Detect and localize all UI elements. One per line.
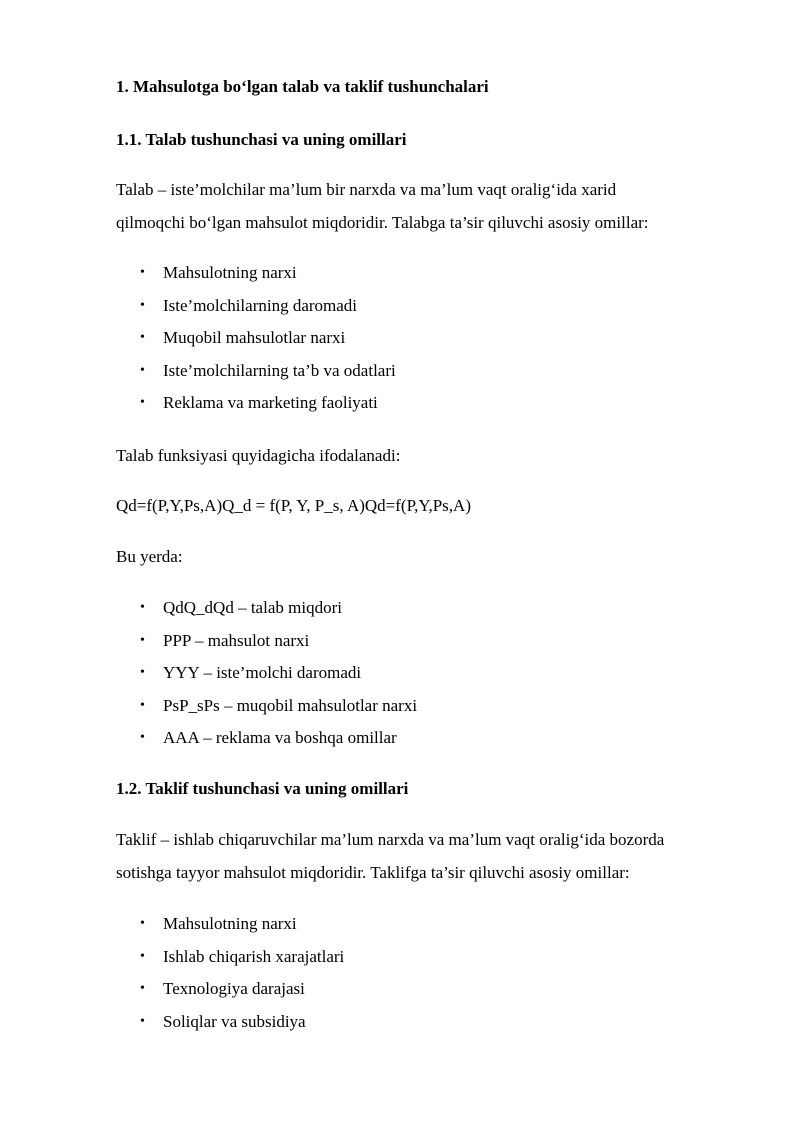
bullet-icon: • bbox=[140, 730, 145, 745]
bullet-icon: • bbox=[140, 362, 145, 378]
list-item: • PPP – mahsulot narxi bbox=[116, 625, 417, 658]
where-label: Bu yerda: bbox=[116, 547, 183, 566]
bullet-icon: • bbox=[140, 330, 145, 345]
list-item: • Texnologiya darajasi bbox=[116, 973, 344, 1006]
section-heading-taklif: 1.2. Taklif tushunchasi va uning omillari bbox=[116, 779, 409, 798]
list-item: • Ishlab chiqarish xarajatlari bbox=[116, 941, 344, 974]
list-item: • Muqobil mahsulotlar narxi bbox=[116, 322, 396, 355]
bullet-icon: • bbox=[140, 1013, 145, 1029]
list-item: • QdQ_dQd – talab miqdori bbox=[116, 592, 417, 625]
list-item: • Iste’molchilarning ta’b va odatlari bbox=[116, 355, 396, 388]
talab-factors-list bbox=[116, 257, 396, 420]
bullet-icon: • bbox=[140, 297, 145, 313]
talab-variables-list bbox=[116, 592, 417, 755]
bullet-icon: • bbox=[140, 265, 145, 280]
bullet-icon: • bbox=[140, 697, 145, 713]
list-item: • YYY – iste’molchi daromadi bbox=[116, 657, 417, 690]
bullet-icon: • bbox=[140, 395, 145, 410]
list-item: • Iste’molchilarning daromadi bbox=[116, 290, 396, 323]
list-item: • AAA – reklama va boshqa omillar bbox=[116, 722, 417, 755]
list-item: • Mahsulotning narxi bbox=[116, 908, 344, 941]
list-item: • PsP_sPs – muqobil mahsulotlar narxi bbox=[116, 690, 417, 723]
bullet-icon: • bbox=[140, 665, 145, 680]
bullet-icon: • bbox=[140, 916, 145, 931]
talab-formula: Qd=f(P,Y,Ps,A)Q_d = f(P, Y, P_s, A)Qd=f(P,Y,Ps,A) bbox=[116, 496, 471, 515]
bullet-icon: • bbox=[140, 632, 145, 648]
list-item: • Mahsulotning narxi bbox=[116, 257, 396, 290]
taklif-factors-list bbox=[116, 908, 344, 1038]
main-title: 1. Mahsulotga bo‘lgan talab va taklif tushunchalari bbox=[116, 77, 489, 96]
section-heading-talab: 1.1. Talab tushunchasi va uning omillari bbox=[116, 130, 407, 149]
taklif-intro-line-2: sotishga tayyor mahsulot miqdoridir. Taklifga ta’sir qiluvchi asosiy omillar: bbox=[116, 863, 630, 882]
bullet-icon: • bbox=[140, 981, 145, 996]
list-item: • Soliqlar va subsidiya bbox=[116, 1006, 344, 1039]
taklif-intro-line-1: Taklif – ishlab chiqaruvchilar ma’lum narxda va ma’lum vaqt oralig‘ida bozorda bbox=[116, 830, 665, 849]
talab-function-intro: Talab funksiyasi quyidagicha ifodalanadi: bbox=[116, 446, 401, 465]
bullet-icon: • bbox=[140, 600, 145, 615]
bullet-icon: • bbox=[140, 948, 145, 964]
list-item: • Reklama va marketing faoliyati bbox=[116, 387, 396, 420]
talab-intro-line-2: qilmoqchi bo‘lgan mahsulot miqdoridir. Talabga ta’sir qiluvchi asosiy omillar: bbox=[116, 213, 649, 232]
talab-intro-line-1: Talab – iste’molchilar ma’lum bir narxda va ma’lum vaqt oralig‘ida xarid bbox=[116, 180, 617, 199]
